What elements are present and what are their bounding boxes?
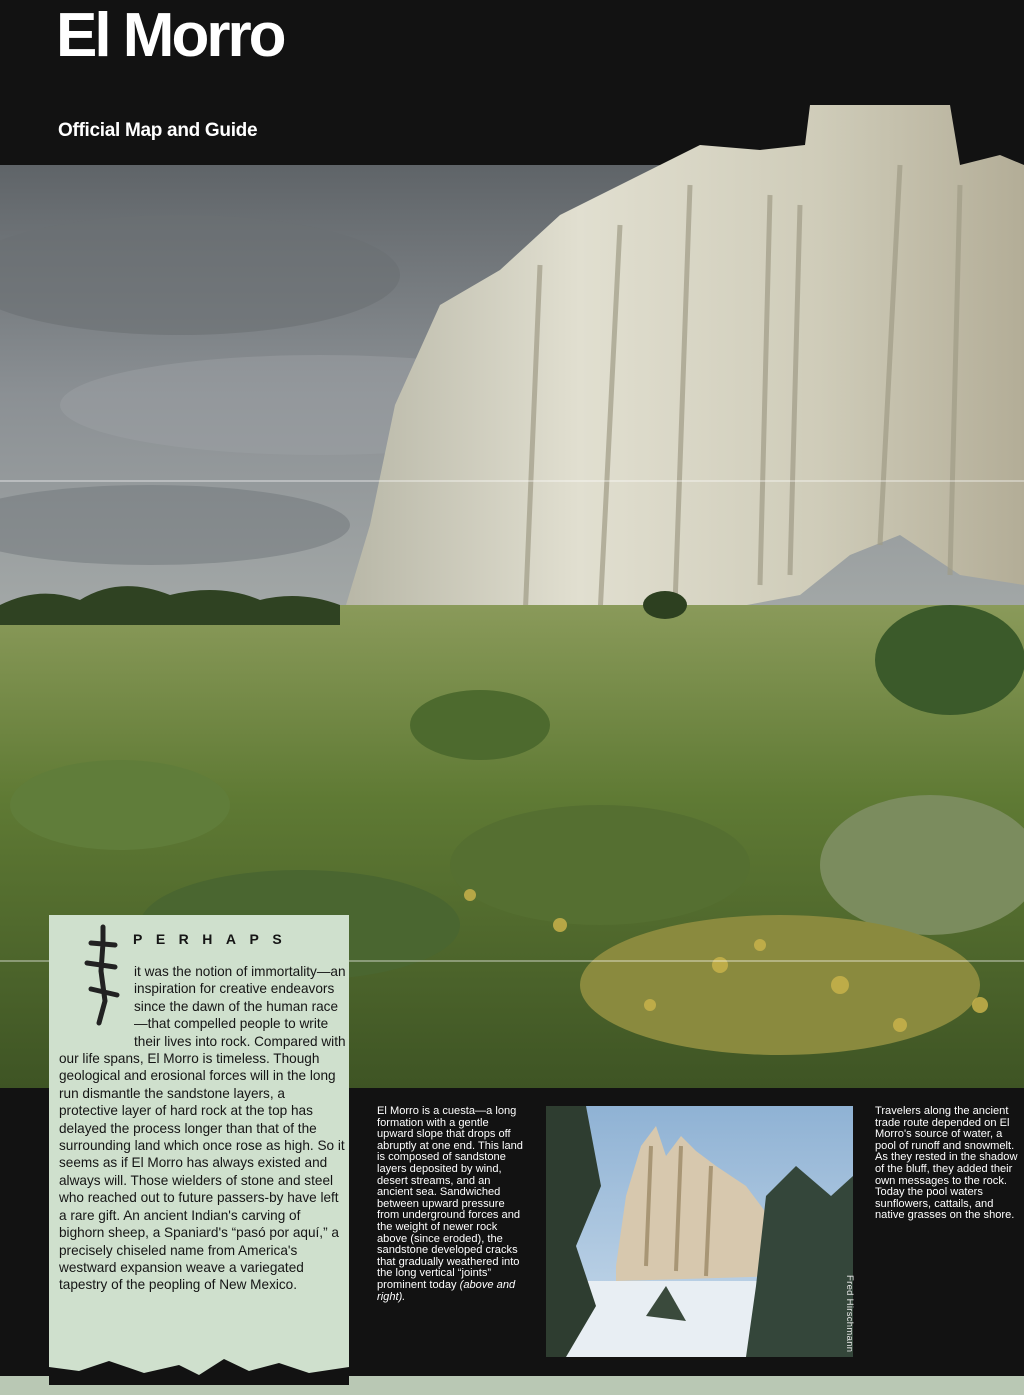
caption-travelers: Travelers along the ancient trade route depended on El Morro's source of water, a pool of runoff and snowmelt. As they rested in the shadow of the bluff, they added their own messages to the rock. Today the pool waters sunflowers, cattails, and native grasses on the shore. bbox=[875, 1105, 1018, 1222]
caption-cuesta-text: El Morro is a cuesta—a long formation with a gentle upward slope that drops off abruptly at one end. This land is composed of sandstone layers deposited by wind, desert streams, and an ancient sea. Sandwiched between upward pressure from underground forces and the weight of newer rock above (since eroded), the sandstone developed cracks that gradually weathered into the long vertical “joints” prominent today bbox=[377, 1105, 523, 1291]
intro-text bbox=[59, 963, 347, 1294]
photo-credit: Fred Hirschmann bbox=[844, 1275, 855, 1353]
page-subtitle: Official Map and Guide bbox=[58, 120, 258, 141]
caption-cuesta bbox=[377, 1106, 525, 1303]
intro-body: it was the notion of immortality—an inspiration for creative endeavors since the dawn of the human race—that compelled people to write their lives into rock. Compared with our life spans, El Morro is timeless. Though geological and erosional forces will in the long run dismantle the sandstone layers, a protective layer of hard rock at the top has delayed the process longer than that of the surrounding land which once rose as high. So it seems as if El Morro has always existed and always will. Those wielders of stone and steel who reached out to future passers-by have left a rare gift. An ancient Indian's carving of bighorn sheep, a Spaniard's “pasó por aquí,” a precisely chiseled name from America's westward expansion weave a variegated tapestry of the peopling of New Mexico. bbox=[59, 964, 346, 1293]
torn-edge bbox=[49, 1351, 349, 1385]
fold-crease bbox=[0, 480, 1024, 482]
snow-photo bbox=[546, 1106, 853, 1357]
intro-panel bbox=[49, 915, 349, 1385]
caption-cuesta-ref: (above and right). bbox=[377, 1278, 516, 1303]
intro-lead-word: PERHAPS bbox=[133, 931, 296, 947]
page-title: El Morro bbox=[56, 1, 284, 70]
